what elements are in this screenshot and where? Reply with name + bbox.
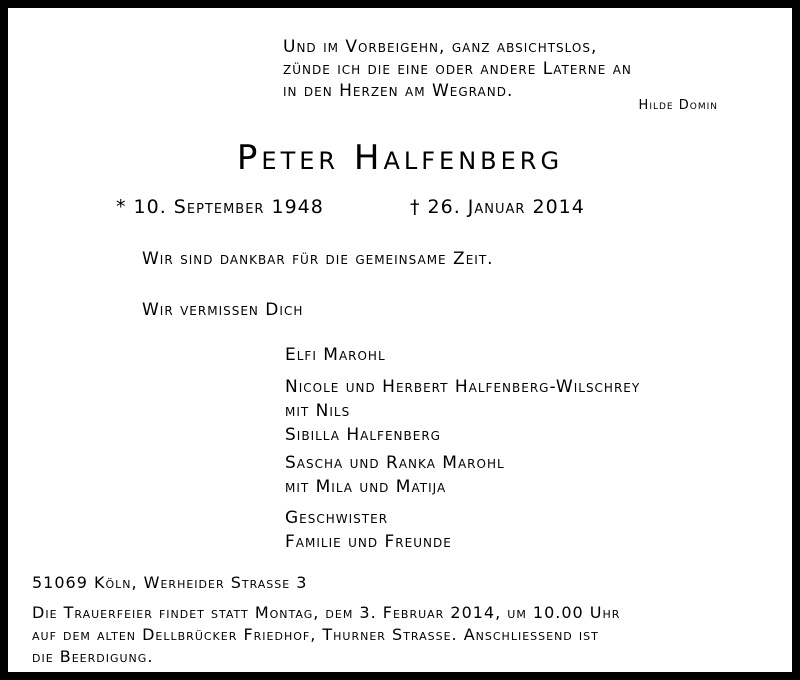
- miss-text: Wir vermissen Dich: [142, 300, 304, 320]
- funeral-notice: [32, 602, 620, 668]
- death-date: † 26. Januar 2014: [410, 196, 585, 218]
- quote-line: in den Herzen am Wegrand.: [283, 81, 514, 101]
- family-member: Geschwister: [285, 508, 389, 528]
- family-member: Elfi Marohl: [285, 345, 386, 365]
- birth-date: * 10. September 1948: [116, 196, 324, 218]
- notice-line: die Beerdigung.: [32, 647, 154, 666]
- family-member: mit Mila und Matija: [285, 477, 447, 497]
- deceased-name: Peter Halfenberg: [236, 138, 564, 178]
- quote-line: zünde ich die eine oder andere Laterne an: [283, 59, 632, 79]
- notice-line: auf dem alten Dellbrücker Friedhof, Thurner Strasse. Anschliessend ist: [32, 625, 599, 644]
- quote-line: Und im Vorbeigehn, ganz absichtslos,: [283, 37, 598, 57]
- quote: [283, 36, 632, 102]
- family-group: [285, 451, 505, 499]
- family-member: mit Nils: [285, 401, 351, 421]
- family-group: [285, 375, 640, 447]
- family-group: [285, 506, 452, 554]
- notice-line: Die Trauerfeier findet statt Montag, dem 3. Februar 2014, um 10.00 Uhr: [32, 603, 621, 622]
- family-member: Sascha und Ranka Marohl: [285, 453, 505, 473]
- gratitude-text: Wir sind dankbar für die gemeinsame Zeit.: [142, 249, 494, 269]
- family-member: Familie und Freunde: [285, 532, 452, 552]
- family-group: [285, 343, 386, 367]
- family-member: Sibilla Halfenberg: [285, 425, 441, 445]
- family-member: Nicole und Herbert Halfenberg-Wilschrey: [285, 377, 641, 397]
- quote-author: Hilde Domin: [638, 98, 718, 113]
- address: 51069 Köln, Werheider Strasse 3: [32, 573, 308, 592]
